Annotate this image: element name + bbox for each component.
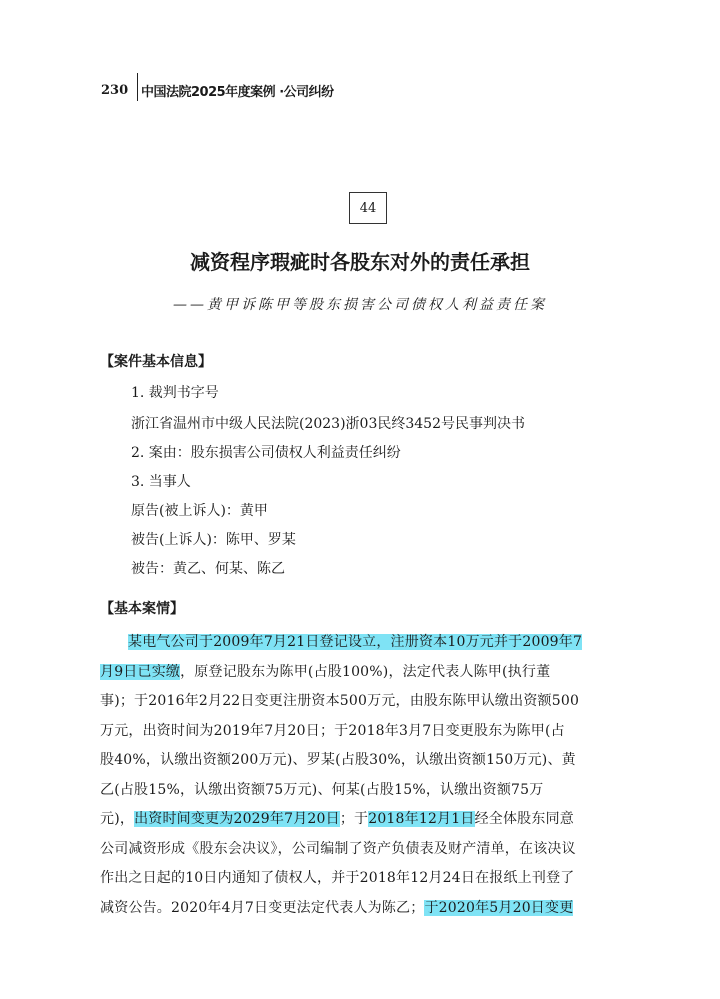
highlight: 月9日已实缴 (100, 663, 181, 680)
para-line (100, 805, 636, 835)
para-text: ，原登记股东为陈甲(占股100%)，法定代表人陈甲(执行董 (180, 663, 551, 680)
para-text: ；于 (339, 811, 369, 827)
highlight: 出资时间变更为2029年7月20日 (134, 811, 340, 827)
info-line: 1. 裁判书字号 (131, 385, 219, 401)
header-divider (137, 73, 138, 101)
case-title: 减资程序瑕疵时各股东对外的责任承担 (190, 250, 530, 274)
para-line: 万元，出资时间为2019年7月20日；于2018年3月7日变更股东为陈甲(占 (100, 722, 565, 739)
para-text: 元)， (100, 811, 135, 827)
case-subtitle: ——黄甲诉陈甲等股东损害公司债权人利益责任案 (173, 297, 547, 313)
para-line: 股40%，认缴出资额200万元)、罗某(占股30%，认缴出资额150万元)、黄 (100, 752, 576, 768)
page-number: 230 (101, 82, 129, 98)
highlight: 某电气公司于2009年7月21日登记设立，注册资本10万元并于2009年7 (128, 634, 583, 650)
info-line: 原告(被上诉人)：黄甲 (131, 503, 268, 519)
para-line (100, 894, 636, 924)
para-text: 经全体股东同意 (474, 811, 574, 827)
basic-facts-paragraph (100, 628, 636, 923)
para-text: 减资公告。2020年4月7日变更法定代表人为陈乙； (100, 899, 425, 916)
para-line: 事)；于2016年2月22日变更注册资本500万元，由股东陈甲认缴出资额500 (100, 693, 580, 709)
para-line (100, 628, 636, 658)
para-line: 作出之日起的10日内通知了债权人，并于2018年12月24日在报纸上刊登了 (100, 870, 575, 886)
running-header (101, 79, 334, 101)
para-line: 公司减资形成《股东会决议》，公司编制了资产负债表及财产清单，在该决议 (100, 840, 576, 857)
info-line: 被告：黄乙、何某、陈乙 (131, 561, 285, 577)
info-line: 浙江省温州市中级人民法院(2023)浙03民终3452号民事判决书 (131, 416, 525, 432)
info-line: 被告(上诉人)：陈甲、罗某 (131, 532, 296, 548)
basic-info-heading: 【案件基本信息】 (100, 354, 212, 370)
highlight: 2018年12月1日 (368, 811, 475, 827)
para-line: 乙(占股15%，认缴出资额75万元)、何某(占股15%，认缴出资额75万 (100, 781, 544, 798)
info-line: 3. 当事人 (131, 474, 191, 490)
case-number-box: 44 (349, 192, 387, 224)
info-line: 2. 案由：股东损害公司债权人利益责任纠纷 (131, 445, 401, 461)
basic-facts-heading: 【基本案情】 (100, 601, 184, 617)
para-line (100, 658, 636, 688)
book-title: 中国法院2025年度案例 ·公司纠纷 (141, 84, 334, 100)
highlight: 于2020年5月20日变更 (424, 899, 574, 916)
